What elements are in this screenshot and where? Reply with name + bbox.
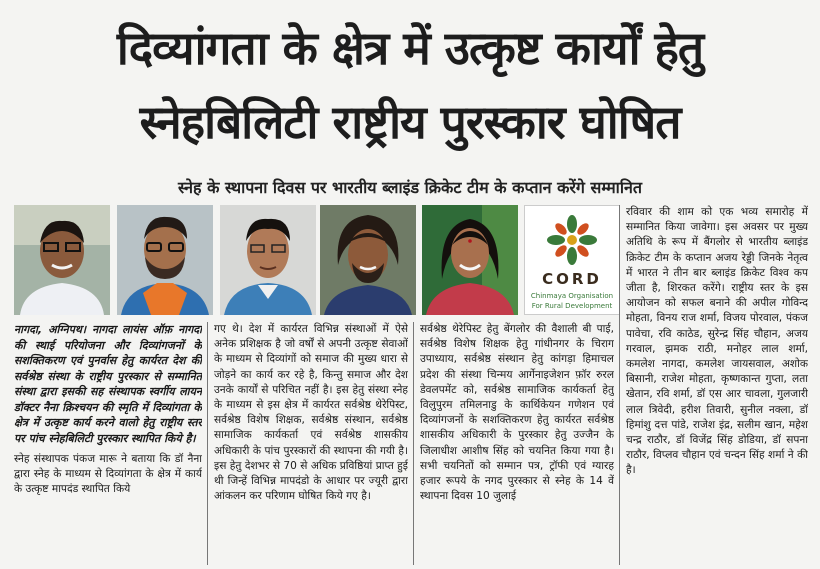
article-column-2: गए थे। देश में कार्यरत विभिन्न संस्थाओं में ऐसे अनेक प्रशिक्षक है जो वर्षों से अपनी उत्कृष्ट सेवाओं के माध्यम से दिव्यांगों को समाज की मुख्य धारा से जोड़ने का कार्य कर रहे है, किन्तु समाज और देश उनके कार्यों से परिचित नहीं है। इस हेतु संस्था स्नेह के माध्यम से इस क्षेत्र में कार्यरत सर्वश्रेष्ठ थेरेपिस्ट, सर्वश्रेष्ठ विशेष शिक्षक, सर्वश्रेष्ठ संस्थान, सर्वश्रेष्ठ सामाजिक कार्यकर्ता एवं सर्वश्रेष्ठ शासकीय अधिकारी के पांच पुरस्कारों की स्थापना की गयी है। इस हेतु देशभर से 70 से अधिक प्रविष्ठियां प्राप्त हुई थी जिन्हें विभिन्न मापदंडो के आधार पर ज्यूरी द्वारा आंकलन कर परिणाम घोषित किये गए है। [214, 323, 408, 503]
column-rule [413, 322, 414, 565]
article-paragraph: स्नेह संस्थापक पंकज मारू ने बताया कि डॉ नैना द्वारा स्नेह के माध्यम से दिव्यांगता के क्षेत्र में कार्य के उत्कृष्ट मापदंड स्थापित किये [14, 453, 202, 496]
photo-man-beard-orange [117, 205, 213, 315]
article-column-3: सर्वश्रेष्ठ थेरेपिस्ट हेतु बेंगलोर की वैशाली बी पाई, सर्वश्रेष्ठ विशेष शिक्षक हेतु गांधीनगर के चिराग उपाध्याय, सर्वश्रेष्ठ संस्थान हेतु कांगड़ा हिमाचल प्रदेश की संस्था चिन्मय आर्गेनाइजेशन फ़ॉर रुरल डेवलपमेंट को, सर्वश्रेष्ठ सामाजिक कार्यकर्ता हेतु विलुपुरम तमिलनाडु के कार्थिकेयन गणेशन एवं दिव्यांगजनों के सशक्तिकरण हेतु कार्यरत सर्वश्रेष्ठ शासकीय अधिकारी के पुरस्कार हेतु उज्जैन के जिलाधीश आशीष सिंह को चयनित किया गया है। सभी चयनितों को सम्मान पत्र, ट्रॉफी एवं ग्यारह हजार रूपये के नगद पुरस्कार से स्नेह के 14 वें स्थापना दिवस 10 जुलाई [420, 323, 614, 503]
column-rule [207, 322, 208, 565]
cord-emblem-icon [525, 210, 619, 272]
article-column-1 [14, 322, 202, 562]
cord-logo [524, 205, 620, 315]
photo-man-checked-shirt [220, 205, 316, 315]
photo-man-glasses-smiling [14, 205, 110, 315]
subheadline: स्नेह के स्थापना दिवस पर भारतीय ब्लाइंड क्रिकेट टीम के कप्तान करेंगे सम्मानित [178, 178, 642, 197]
photo-man-long-hair [320, 205, 416, 315]
article-column-4: रविवार की शाम को एक भव्य समारोह में सम्मानित किया जावेगा। इस अवसर पर मुख्य अतिथि के रूप में बैंगलोर से भारतीय ब्लाइंड क्रिकेट टीम के कप्तान अजय रेड्डी जिनके नेतृत्व में भारत ने तीन बार ब्लाइंड क्रिकेट विश्व कप जीता है, शिरकत करेंगे। राष्ट्रीय स्तर के इस आयोजन को सफल बनाने की अपील गोविन्द मोहता, विनय राज शर्मा, विजय पोरवाल, पंकज पावेचा, रवि काठेड, सुरेन्द्र सिंह चौहान, अजय गरवाल, झमक राठी, मनोहर लाल शर्मा, कमलेश नागदा, कमलेश जायसवाल, अशोक बिसानी, राजेश मोहता, कृष्णकान्त गुप्ता, लता खेतान, रवि शर्मा, डॉ एस आर चावला, गुलजारी लाल त्रिवेदी, हरीश तिवारी, सुनील नक्ला, डॉ हिमांशु दत्त पांडे, राजेश इंद्र, सलीम खान, महेश चन्द्र राठौर, डॉ विजेंद्र सिंह डोडिया, डॉ सपना राठौर, विप्लव चौहान एवं चन्दन सिंह शर्मा ने की है। [626, 206, 808, 477]
logo-tagline-line1: Chinmaya Organisation [530, 292, 614, 300]
headline-line-2: स्नेहबिलिटी राष्ट्रीय पुरस्कार घोषित [139, 95, 681, 149]
article-intro: नागदा, अग्निपथ। नागदा लायंस ऑफ़ नागदा की स्थाई परियोजना और दिव्यांगजनों के सशक्तिकरण एवं पुनर्वास हेतु कार्यरत देश की सर्वश्रेष्ठ संस्था के राष्ट्रीय पुरस्कार से सम्मानित संस्था द्वारा इसकी सह संस्थापक स्वर्गीय लायन डॉक्टर नैना क्रिश्चयन की स्मृति में दिव्यांगता के क्षेत्र में उत्कृष्ट कार्य करने वालो हेतु राष्ट्रीय स्तर पर पांच स्नेहबिलिटी पुरस्कार स्थापित किये है। [14, 323, 202, 445]
logo-tagline-line2: For Rural Development [531, 302, 613, 310]
headline-line-1: दिव्यांगता के क्षेत्र में उत्कृष्ट कार्यों हेतु [116, 21, 704, 75]
logo-wordmark: CORD [542, 270, 602, 288]
photo-woman-smiling [422, 205, 518, 315]
column-rule [619, 205, 620, 565]
